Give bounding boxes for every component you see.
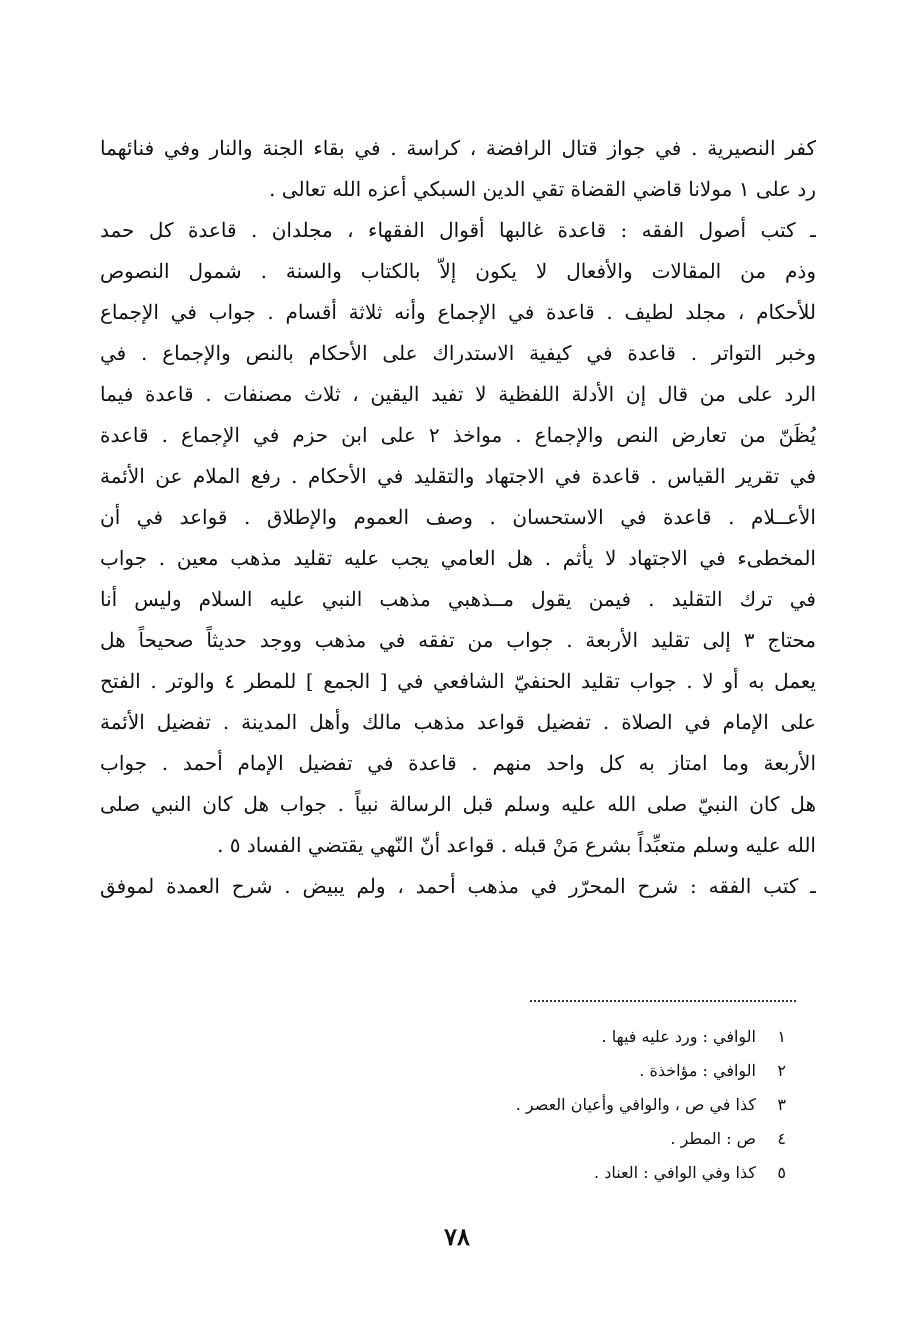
text-line: المخطىء في الاجتهاد لا يأثم . هل العامي يجب عليه تقليد مذهب معين . جواب	[100, 546, 816, 570]
footnote-item	[386, 1088, 786, 1122]
page-number: ٧٨	[444, 1222, 470, 1251]
text-line: الله عليه وسلم متعبِّداً بشرع مَنْ قبله . قواعد أنّ النّهي يقتضي الفساد ٥ .	[217, 833, 816, 857]
footnote-item	[386, 1054, 786, 1088]
text-line: على الإمام في الصلاة . تفضيل قواعد مذهب مالك وأهل المدينة . تفضيل الأئمة	[100, 710, 816, 734]
text-line: للأحكام ، مجلد لطيف . قاعدة في الإجماع وأنه ثلاثة أقسام . جواب في الإجماع	[100, 300, 816, 324]
footnote-separator	[530, 1000, 796, 1002]
text-line: محتاج ٣ إلى تقليد الأربعة . جواب من تفقه في مذهب ووجد حديثاً صحيحاً هل	[100, 628, 816, 652]
footnote-number: ٤	[777, 1129, 786, 1148]
footnote-number: ٣	[777, 1095, 786, 1114]
footnote-text: كذا في ص ، والوافي وأعيان العصر .	[515, 1095, 756, 1114]
footnote-text: الوافي : مؤاخذة .	[639, 1061, 756, 1080]
text-line: وذم من المقالات والأفعال لا يكون إلاّ بالكتاب والسنة . شمول النصوص	[100, 259, 816, 283]
footnote-text: ص : المطر .	[670, 1129, 756, 1148]
text-line: ـ كتب الفقه : شرح المحرّر في مذهب أحمد ، ولم يبيض . شرح العمدة لموفق	[100, 874, 816, 898]
footnote-text: الوافي : ورد عليه فيها .	[601, 1027, 756, 1046]
text-line: رد على ١ مولانا قاضي القضاة تقي الدين السبكي أعزه الله تعالى .	[269, 177, 816, 201]
text-line: ـ كتب أصول الفقه : قاعدة غالبها أقوال الفقهاء ، مجلدان . قاعدة كل حمد	[100, 218, 816, 242]
footnote-number: ٢	[777, 1061, 786, 1080]
footnote-number: ٥	[777, 1163, 786, 1182]
text-line: في ترك التقليد . فيمن يقول مــذهبي مذهب النبي عليه السلام وليس أنا	[100, 587, 816, 611]
footnote-item	[386, 1156, 786, 1190]
text-line: الأعــلام . قاعدة في الاستحسان . وصف العموم والإطلاق . قواعد في أن	[100, 505, 816, 529]
text-line: هل كان النبيّ صلى الله عليه وسلم قبل الرسالة نبياً . جواب هل كان النبي صلى	[100, 792, 816, 816]
footnote-number: ١	[777, 1027, 786, 1046]
text-line: يعمل به أو لا . جواب تقليد الحنفيّ الشافعي في [ الجمع ] للمطر ٤ والوتر . الفتح	[100, 669, 816, 693]
footnotes	[386, 1020, 786, 1190]
footnote-item	[386, 1020, 786, 1054]
text-line: وخبر التواتر . قاعدة في كيفية الاستدراك على الأحكام بالنص والإجماع . في	[100, 341, 816, 365]
text-line: كفر النصيرية . في جواز قتال الرافضة ، كراسة . في بقاء الجنة والنار وفي فنائهما	[100, 136, 816, 160]
body-text	[100, 128, 816, 907]
footnote-item	[386, 1122, 786, 1156]
text-line: يُظَنّ من تعارض النص والإجماع . مواخذ ٢ على ابن حزم في الإجماع . قاعدة	[100, 423, 816, 447]
text-line: الأربعة وما امتاز به كل واحد منهم . قاعدة في تفضيل الإمام أحمد . جواب	[100, 751, 816, 775]
text-line: في تقرير القياس . قاعدة في الاجتهاد والتقليد في الأحكام . رفع الملام عن الأئمة	[100, 464, 816, 488]
text-line: الرد على من قال إن الأدلة اللفظية لا تفيد اليقين ، ثلاث مصنفات . قاعدة فيما	[100, 382, 816, 406]
footnote-text: كذا وفي الوافي : العناد .	[594, 1163, 756, 1182]
